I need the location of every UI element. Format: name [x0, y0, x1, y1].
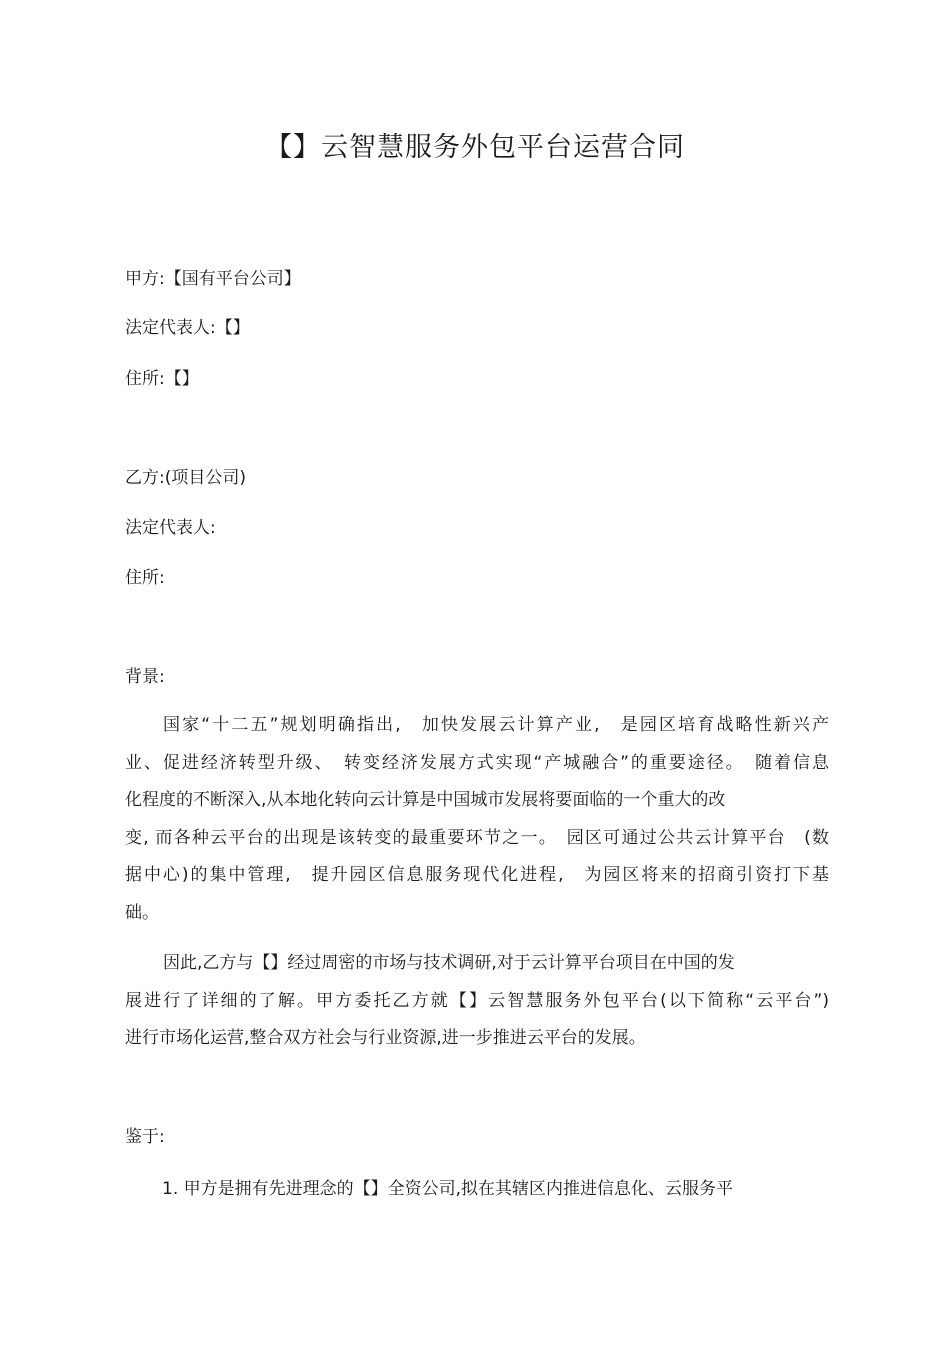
party-a-address: 住所:【】 — [125, 369, 199, 389]
paragraph-line: 变, 而各种云平台的出现是该转变的最重要环节之一。 园区可通过公共云计算平台 (数 — [125, 827, 829, 848]
party-b-address: 住所: — [125, 568, 165, 588]
party-b-representative: 法定代表人: — [125, 518, 216, 538]
paragraph-line: 业、促进经济转型升级、 转变经济发展方式实现“产城融合”的重要途径。 随着信息 — [125, 752, 829, 773]
paragraph-line: 展进行了详细的了解。甲方委托乙方就【】云智慧服务外包平台(以下简称“云平台”) — [125, 990, 829, 1011]
whereas-item-1: 1. 甲方是拥有先进理念的【】全资公司,拟在其辖区内推进信息化、云服务平 — [162, 1179, 734, 1199]
background-paragraph-2 — [125, 945, 829, 1058]
background-heading: 背景: — [125, 667, 165, 687]
contract-title: 【】云智慧服务外包平台运营合同 — [265, 132, 685, 163]
background-paragraph-1 — [125, 707, 829, 932]
paragraph-line: 进行市场化运营,整合双方社会与行业资源,进一步推进云平台的发展。 — [125, 1028, 646, 1048]
paragraph-line: 据中心)的集中管理, 提升园区信息服务现代化进程, 为园区将来的招商引资打下基 — [125, 865, 829, 885]
paragraph-line: 础。 — [125, 902, 159, 923]
party-a-name: 甲方:【国有平台公司】 — [125, 269, 301, 289]
paragraph-line: 化程度的不断深入,从本地化转向云计算是中国城市发展将要面临的一个重大的改 — [125, 790, 726, 810]
whereas-heading: 鉴于: — [125, 1127, 165, 1147]
party-b-name: 乙方:(项目公司) — [125, 468, 246, 488]
party-a-representative: 法定代表人:【】 — [125, 318, 250, 338]
paragraph-line: 因此,乙方与【】经过周密的市场与技术调研,对于云计算平台项目在中国的发 — [163, 953, 735, 973]
paragraph-line: 国家“十二五”规划明确指出, 加快发展云计算产业, 是园区培育战略性新兴产 — [163, 715, 829, 735]
